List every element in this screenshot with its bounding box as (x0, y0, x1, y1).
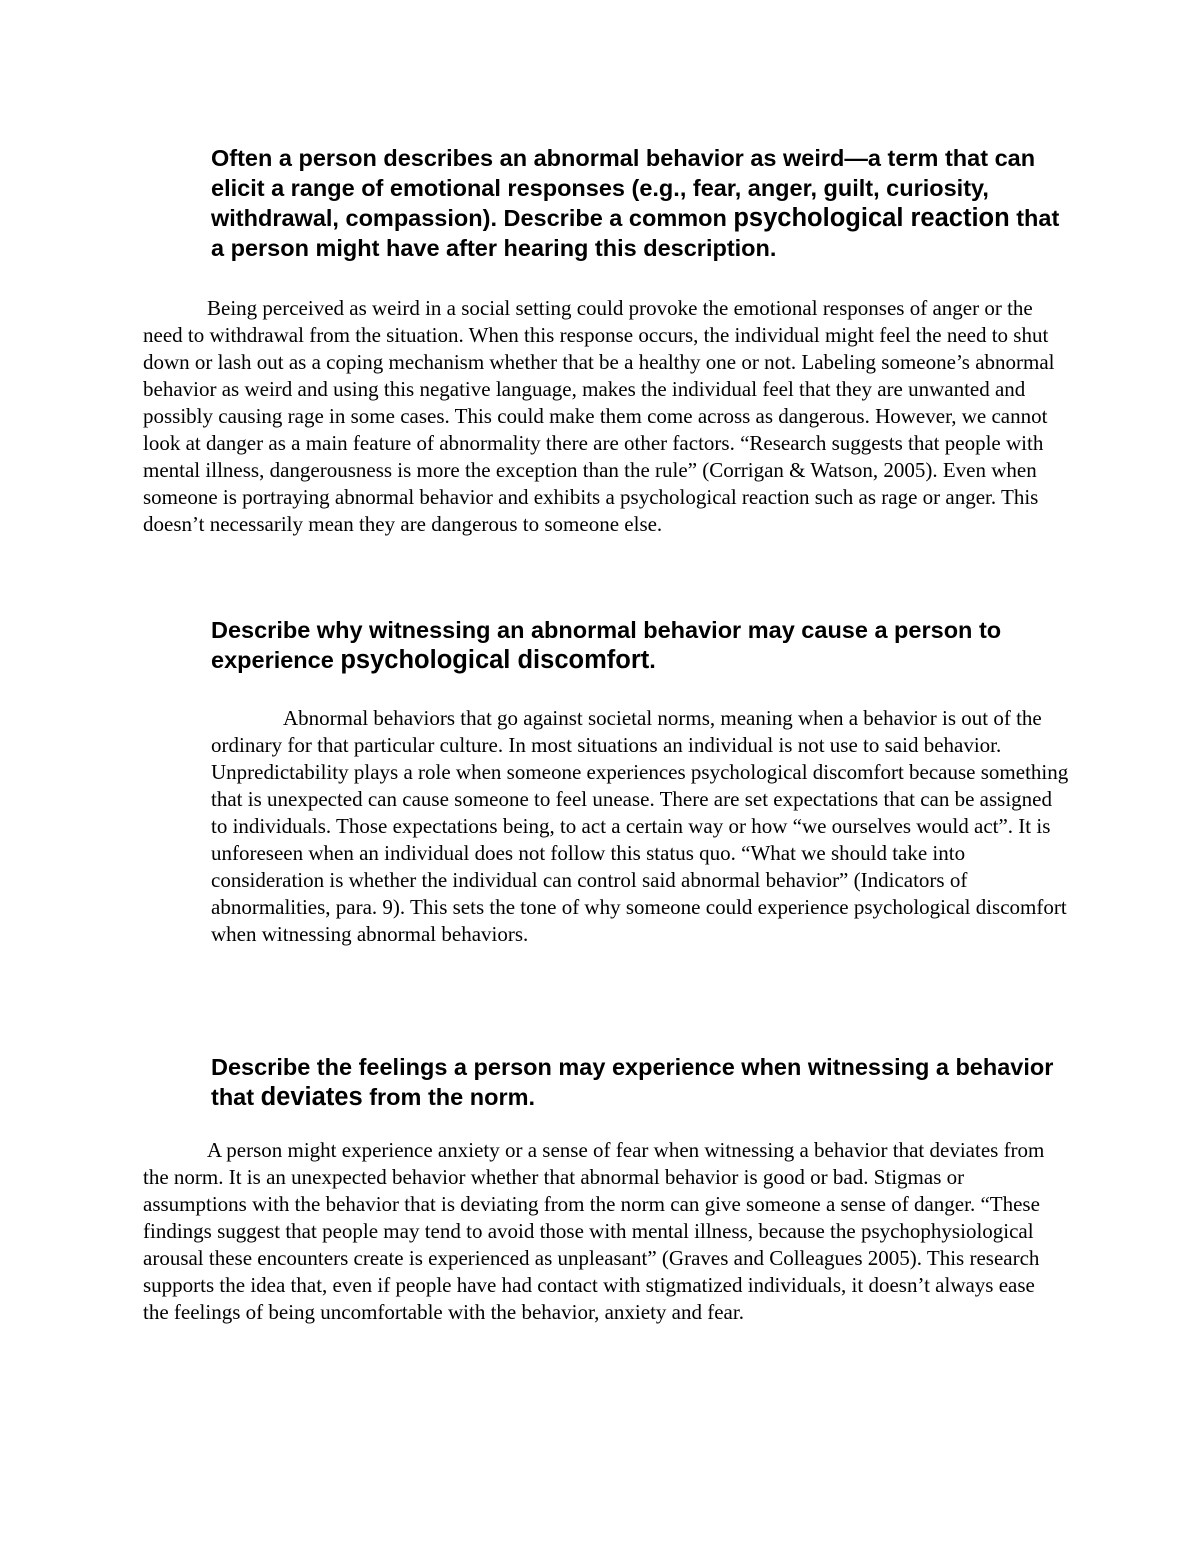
answer-paragraph (143, 295, 1063, 538)
question-heading (211, 143, 1061, 263)
answer-text: Abnormal behaviors that go against societal norms, meaning when a behavior is out of the ordinary for that particular culture. In most situations an individual is not use to said behavior. Unpredictability plays a role when someone experiences psychological discomfort because something that is unexpected can cause someone to feel unease. There are set expectations that can be assigned to individuals. Those expectations being, to act a certain way or how “we ourselves would act”. It is unforeseen when an individual does not follow this status quo. “What we should take into consideration is whether the individual can control said abnormal behavior” (Indicators of abnormalities, para. 9). This sets the tone of why someone could experience psychological discomfort when witnessing abnormal behaviors. (211, 706, 1069, 946)
answer-text: A person might experience anxiety or a sense of fear when witnessing a behavior that deviates from the norm. It is an unexpected behavior whether that abnormal behavior is good or bad. Stigmas or assumptions with the behavior that is deviating from the norm can give someone a sense of danger. “These findings suggest that people may tend to avoid those with mental illness, because the psychophysiological arousal these encounters create is experienced as unpleasant” (Graves and Colleagues 2005). This research supports the idea that, even if people have had contact with stigmatized individuals, it doesn’t always ease the feelings of being uncomfortable with the behavior, anxiety and fear. (143, 1138, 1045, 1324)
question-text: Describe why witnessing an abnormal behavior may cause a person to experience (211, 617, 1002, 673)
question-emphasis: psychological discomfort (340, 646, 650, 674)
question-text-end: . (649, 647, 656, 673)
question-heading (211, 1052, 1061, 1112)
question-text-end: that a person might have after hearing this description. (211, 205, 1060, 261)
answer-paragraph (211, 705, 1071, 948)
answer-text: Being perceived as weird in a social setting could provoke the emotional responses of anger or the need to withdrawal from the situation. When this response occurs, the individual might feel the need to shut down or lash out as a coping mechanism whether that be a healthy one or not. Labeling someone’s abnormal behavior as weird and using this negative language, makes the individual feel that they are unwanted and possibly causing rage in some cases. This could make them come across as dangerous. However, we cannot look at danger as a main feature of abnormality there are other factors. “Research suggests that people with mental illness, dangerousness is more the exception than the rule” (Corrigan & Watson, 2005). Even when someone is portraying abnormal behavior and exhibits a psychological reaction such as rage or anger. This doesn’t necessarily mean they are dangerous to someone else. (143, 296, 1055, 536)
question-emphasis: psychological reaction (733, 204, 1010, 232)
question-emphasis: deviates (260, 1083, 363, 1111)
question-text: Often a person describes an abnormal behavior as weird—a term that can elicit a range of emotional responses (e.g., fear, anger, guilt, curiosity, withdrawal, compassion). Describe a common (211, 145, 1036, 231)
question-heading (211, 615, 1061, 675)
question-text: Describe the feelings a person may experience when witnessing a behavior that (211, 1054, 1054, 1110)
question-text-end: from the norm. (362, 1084, 536, 1110)
answer-paragraph (143, 1137, 1063, 1326)
